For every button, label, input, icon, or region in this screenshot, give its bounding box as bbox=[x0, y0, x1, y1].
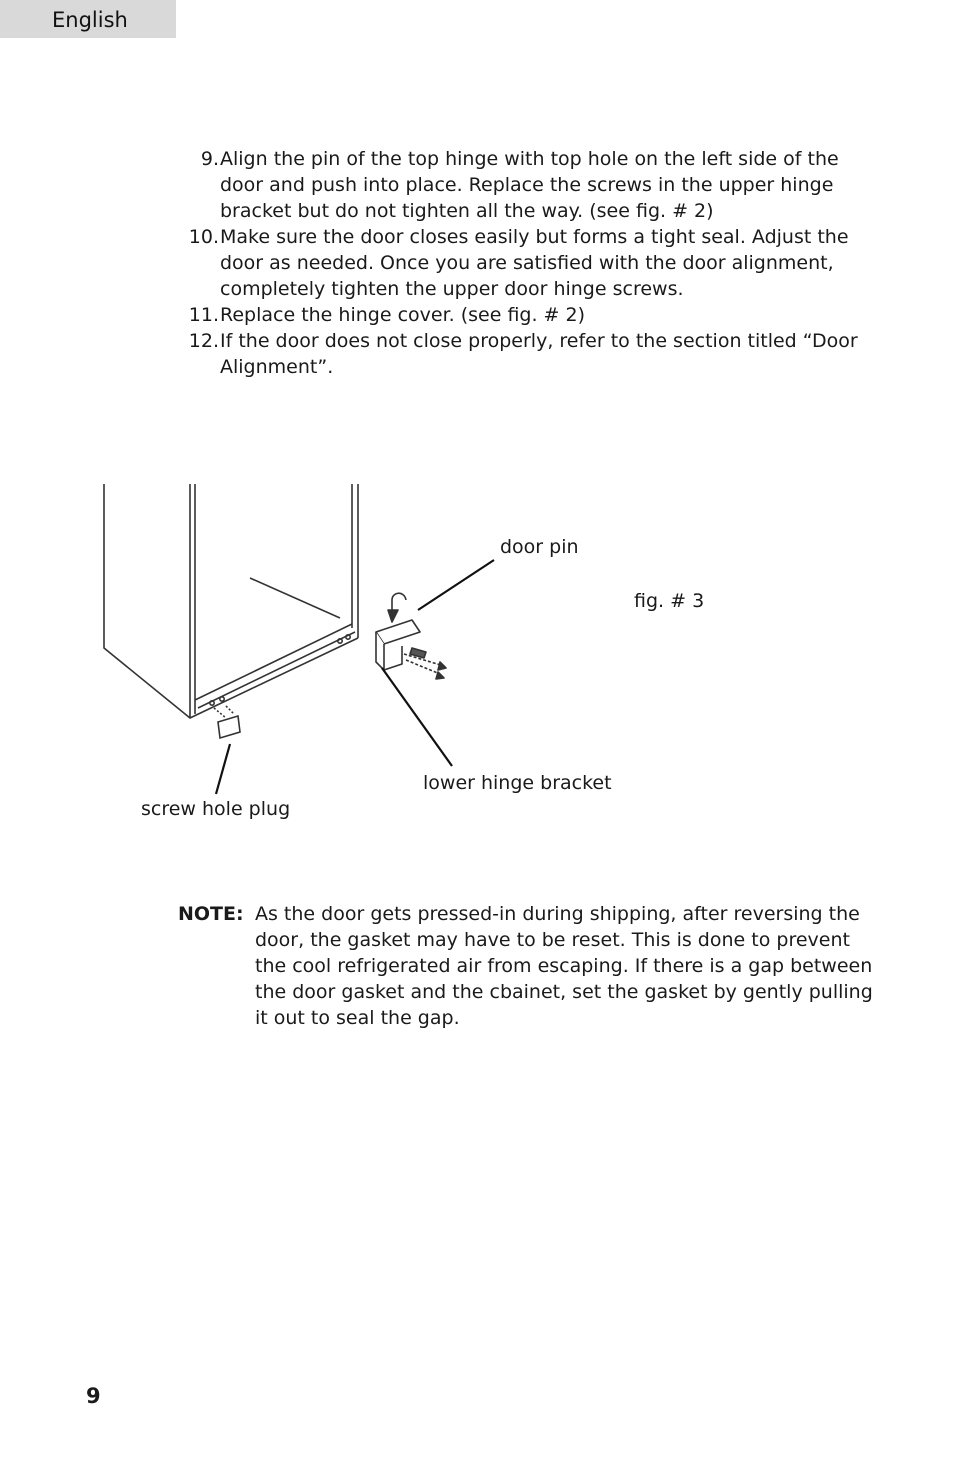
step-item bbox=[178, 224, 868, 302]
door-pin-label: door pin bbox=[500, 536, 579, 558]
step-number: 12. bbox=[188, 330, 219, 352]
language-tab: English bbox=[0, 0, 176, 38]
cabinet-bottom-edge bbox=[190, 638, 358, 718]
note-block bbox=[178, 901, 878, 1031]
screw-hole-plug-shape bbox=[214, 706, 240, 738]
step-text: If the door does not close properly, refer to the section titled “Door Alignment”. bbox=[220, 330, 858, 378]
cabinet-side-panel bbox=[104, 484, 190, 718]
step-number: 11. bbox=[188, 304, 219, 326]
step-item bbox=[178, 328, 868, 380]
note-label: NOTE: bbox=[178, 903, 244, 925]
step-item bbox=[178, 146, 868, 224]
figure-caption: fig. # 3 bbox=[634, 590, 705, 612]
instruction-steps bbox=[178, 146, 868, 380]
note-text: As the door gets pressed-in during shipping, after reversing the door, the gasket may have to be reset. This is done to prevent the cool refrigerated air from escaping. If there is a gap between the door gasket and the cbainet, set the gasket by gently pulling it out to seal the gap. bbox=[255, 903, 873, 1029]
screw-hole-plug-label: screw hole plug bbox=[141, 798, 291, 820]
lower-hinge-bracket-shape bbox=[376, 593, 446, 679]
step-text: Align the pin of the top hinge with top hole on the left side of the door and push into place. Replace the screws in the upper hinge bracket but do not tighten all the way. (see fig. # 2) bbox=[220, 148, 839, 222]
page-number: 9 bbox=[86, 1384, 101, 1408]
screw-hole-plug-leader bbox=[216, 744, 230, 794]
step-text: Make sure the door closes easily but forms a tight seal. Adjust the door as needed. Once you are satisfied with the door alignment, completely tighten the upper door hinge screws. bbox=[220, 226, 849, 300]
lower-hinge-bracket-leader bbox=[382, 668, 452, 766]
step-text: Replace the hinge cover. (see fig. # 2) bbox=[220, 304, 586, 326]
step-number: 9. bbox=[200, 148, 219, 170]
door-pin-leader bbox=[418, 560, 494, 610]
step-number: 10. bbox=[188, 226, 219, 248]
lower-hinge-bracket-label: lower hinge bracket bbox=[423, 772, 612, 794]
hinge-figure bbox=[0, 470, 954, 850]
step-item bbox=[178, 302, 868, 328]
